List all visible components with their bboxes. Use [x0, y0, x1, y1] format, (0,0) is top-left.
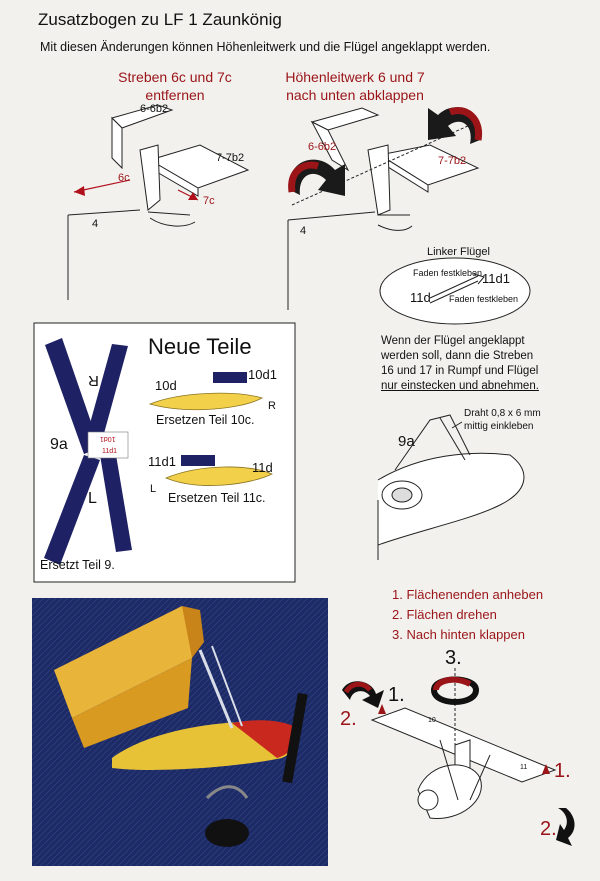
label-10d: 10d [155, 378, 177, 393]
right-caption [270, 68, 440, 104]
new-parts-title: Neue Teile [148, 334, 252, 359]
left-caption-line1: Streben 6c und 7c [118, 69, 232, 85]
step-2: 2. Flächen drehen [392, 607, 497, 622]
fold-num-2-left: 2. [340, 708, 357, 730]
step-3: 3. Nach hinten klappen [392, 627, 525, 642]
strut-note-line4: nur einstecken und abnehmen. [381, 380, 539, 392]
wire-part-9a: 9a [398, 433, 415, 450]
wire-note-line1: Draht 0,8 x 6 mm [464, 408, 541, 419]
wing-num-11: 11 [520, 764, 528, 771]
faden-label-1: Faden festkleben [413, 268, 483, 278]
tail-diagram-left [68, 105, 248, 300]
lift-arrow-left [378, 704, 386, 714]
left-caption-line2: entfernen [145, 87, 205, 103]
page-title: Zusatzbogen zu LF 1 Zaunkönig [38, 10, 282, 29]
strut-mark-r: R [88, 372, 99, 389]
step-1: 1. Flächenenden anheben [392, 587, 544, 602]
model-photo-art [32, 598, 328, 866]
label-7-7b2-left: 7-7b2 [216, 152, 245, 164]
label-l-small: L [150, 483, 157, 495]
arrow-head-6c [74, 186, 85, 196]
right-caption-line1: Höhenleitwerk 6 und 7 [285, 69, 425, 85]
fold-num-1-left: 1. [388, 684, 405, 706]
fold-num-1-right: 1. [554, 760, 571, 782]
strut-mark-l: L [88, 490, 97, 507]
strut-mark-11d1: 11d1 [102, 448, 118, 455]
label-7c: 7c [203, 195, 215, 207]
label-11d1: 11d1 [148, 454, 176, 469]
fold-arrow-right-icon [556, 808, 575, 846]
faden-label-2: Faden festkleben [449, 294, 519, 304]
strut-mark-10d1: 10d1 [100, 435, 116, 442]
label-r-small: R [268, 400, 276, 412]
wing-num-10: 10 [428, 717, 436, 724]
rotate-circle-red [436, 680, 470, 690]
wing-part-11d1: 11d1 [482, 271, 510, 286]
page-subtitle: Mit diesen Änderungen können Höhenleitwerk und die Flügel angeklappt werden. [40, 40, 491, 54]
part-10d1-shape [213, 372, 247, 383]
right-caption-line2: nach unten abklappen [286, 87, 424, 103]
strut-note [381, 334, 539, 394]
label-10d1: 10d1 [248, 367, 277, 382]
strut-note-line1: Wenn der Flügel angeklappt [381, 335, 525, 347]
wing-detail-title: Linker Flügel [427, 246, 490, 258]
strut-note-line3: 16 und 17 in Rumpf und Flügel [381, 365, 539, 377]
label-4-right: 4 [300, 225, 307, 237]
replace-9: Ersetzt Teil 9. [40, 558, 115, 572]
wire-note-line2: mittig einkleben [464, 421, 534, 432]
label-7-7b2-right: 7-7b2 [438, 155, 467, 167]
model-photo [32, 598, 328, 866]
label-11d: 11d [252, 460, 273, 475]
steps-list [392, 585, 543, 645]
replace-11c: Ersetzen Teil 11c. [168, 491, 266, 505]
fold-num-2-right: 2. [540, 818, 557, 840]
part-11d1-shape [181, 455, 215, 466]
strut-note-line2: werden soll, dann die Streben [381, 350, 534, 362]
label-6c: 6c [118, 172, 130, 184]
label-6-6b2-right: 6-6b2 [308, 141, 337, 153]
strut-part-9a: 9a [50, 436, 68, 453]
folding-airplane-diagram [372, 708, 555, 818]
left-caption [100, 68, 250, 104]
wire-note [464, 407, 541, 433]
replace-10c: Ersetzen Teil 10c. [156, 413, 255, 427]
label-4-left: 4 [92, 218, 99, 230]
fold-num-3: 3. [445, 647, 462, 669]
label-6-6b2-left: 6-6b2 [140, 103, 169, 115]
wing-part-11d: 11d [410, 290, 431, 305]
new-parts-box [34, 323, 295, 582]
